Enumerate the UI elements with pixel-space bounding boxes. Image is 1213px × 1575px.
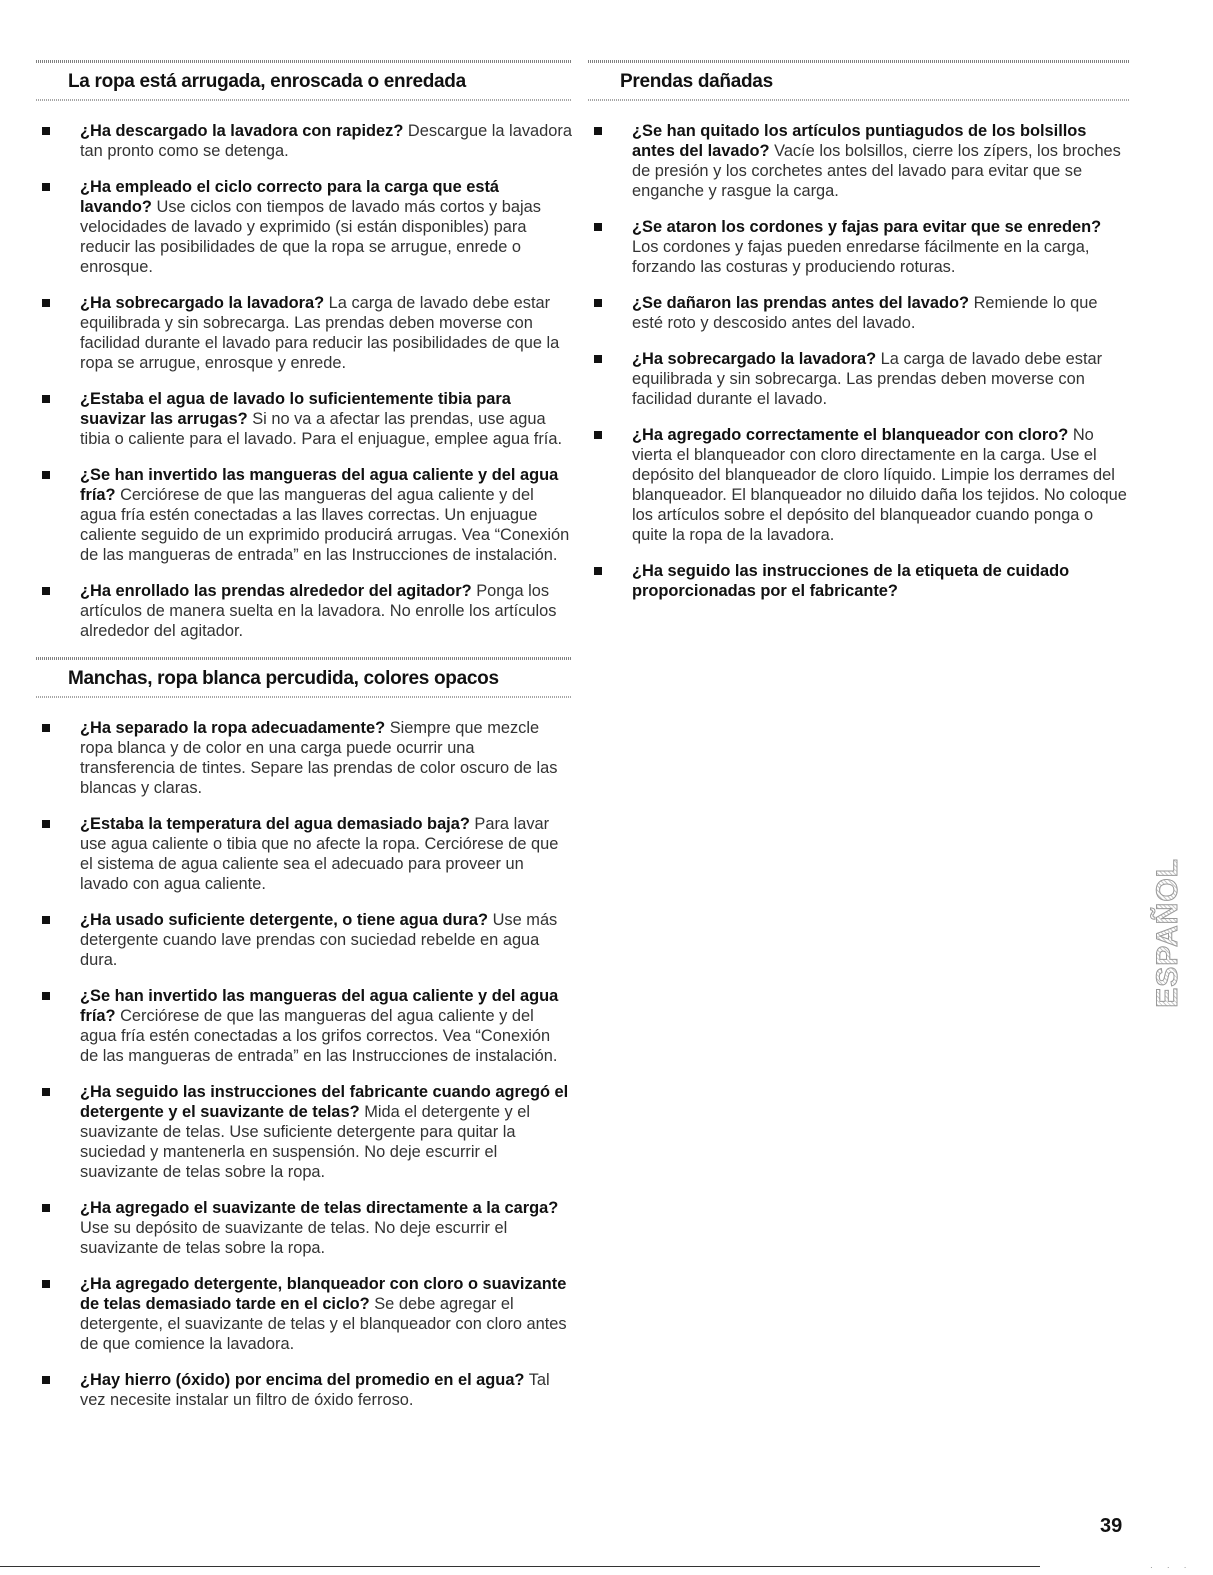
section-rule-bottom	[36, 696, 572, 698]
item-question: ¿Ha seguido las instrucciones de la etiqueta de cuidado proporcionadas por el fabricante?	[632, 562, 1070, 600]
language-side-tab	[1150, 812, 1186, 1054]
item-answer: Se debe agregar el detergente, el suavizante de telas y el blanqueador con cloro antes de que comience la lavadora.	[80, 1295, 567, 1353]
list-item	[36, 1370, 572, 1410]
item-answer: Siempre que mezcle ropa blanca y de color en una carga puede ocurrir una transferencia de tintes. Separe las prendas de color oscuro de las blancas y claras.	[80, 719, 558, 797]
section-title-stains: Manchas, ropa blanca percudida, colores opacos	[68, 668, 499, 689]
square-bullet-icon	[42, 724, 50, 732]
square-bullet-icon	[42, 471, 50, 479]
list-item	[588, 217, 1130, 277]
square-bullet-icon	[42, 1376, 50, 1384]
item-answer: Tal vez necesite instalar un filtro de óxido ferroso.	[80, 1371, 550, 1409]
section-rule-top	[588, 60, 1130, 63]
section-title-wrinkled: La ropa está arrugada, enroscada o enredada	[68, 71, 466, 92]
square-bullet-icon	[594, 355, 602, 363]
list-item	[588, 121, 1130, 201]
square-bullet-icon	[42, 820, 50, 828]
damaged-list	[588, 121, 1130, 601]
item-answer: Ponga los artículos de manera suelta en la lavadora. No enrolle los artículos alrededor del agitador.	[80, 582, 557, 640]
item-answer: Para lavar use agua caliente o tibia que no afecte la ropa. Cerciórese de que el sistema de agua caliente sea el adecuado para proveer un lavado con agua caliente.	[80, 815, 559, 893]
item-question: ¿Hay hierro (óxido) por encima del promedio en el agua?	[80, 1371, 525, 1389]
item-question: ¿Ha descargado la lavadora con rapidez?	[80, 122, 404, 140]
language-tab-label: ESPAÑOL	[1151, 858, 1184, 1008]
list-item	[588, 561, 1130, 601]
item-answer: Cerciórese de que las mangueras del agua caliente y del agua fría estén conectadas a las llaves correctas. Un enjuague caliente seguido de un exprimido producirá arrugas. Vea “Conexión de las mangueras de entrada” en las Instrucciones de instalación.	[80, 486, 570, 564]
item-answer: No vierta el blanqueador con cloro directamente en la carga. Use el depósito del blanqueador de cloro líquido. Limpie los derrames del blanqueador. El blanqueador no diluido daña los tejidos. No coloque los artículos sobre el depósito del blanqueador cuando ponga o quite la ropa de la lavadora.	[632, 426, 1127, 544]
item-question: ¿Se han invertido las mangueras del agua caliente y del agua fría?	[80, 987, 559, 1025]
section-damaged	[588, 60, 1130, 601]
item-answer: Vacíe los bolsillos, cierre los zípers, los broches de presión y los corchetes antes del lavado para evitar que se enganche y rasgue la carga.	[632, 142, 1121, 200]
right-column	[588, 60, 1130, 617]
item-answer: La carga de lavado debe estar equilibrada y sin sobrecarga. Las prendas deben moverse con facilidad durante el lavado.	[632, 350, 1103, 408]
section-stains	[36, 657, 572, 1410]
item-question: ¿Ha empleado el ciclo correcto para la carga que está lavando?	[80, 178, 500, 216]
item-question: ¿Ha agregado correctamente el blanqueador con cloro?	[632, 426, 1069, 444]
section-rule-bottom	[36, 99, 572, 101]
item-question: ¿Ha agregado el suavizante de telas directamente a la carga?	[80, 1199, 559, 1217]
item-question: ¿Ha seguido las instrucciones del fabricante cuando agregó el detergente y el suavizante de telas?	[80, 1083, 569, 1121]
section-title-damaged: Prendas dañadas	[620, 71, 773, 92]
item-answer: Los cordones y fajas pueden enredarse fácilmente en la carga, forzando las costuras y produciendo roturas.	[632, 238, 1090, 276]
list-item	[36, 581, 572, 641]
square-bullet-icon	[42, 299, 50, 307]
page-number: 39	[1100, 1515, 1123, 1537]
section-rule-top	[36, 657, 572, 660]
item-question: ¿Se han invertido las mangueras del agua caliente y del agua fría?	[80, 466, 559, 504]
item-question: ¿Ha usado suficiente detergente, o tiene agua dura?	[80, 911, 489, 929]
list-item	[36, 293, 572, 373]
item-question: ¿Estaba el agua de lavado lo suficientemente tibia para suavizar las arrugas?	[80, 390, 511, 428]
square-bullet-icon	[42, 916, 50, 924]
footer-rule	[0, 1566, 1040, 1567]
list-item	[36, 718, 572, 798]
left-column	[36, 60, 572, 1426]
list-item	[36, 910, 572, 970]
list-item	[36, 389, 572, 449]
section-wrinkled	[36, 60, 572, 641]
item-answer: La carga de lavado debe estar equilibrada y sin sobrecarga. Las prendas deben moverse con facilidad durante el lavado para reducir las posibilidades de que la ropa se arrugue, enrosque y enrede.	[80, 294, 560, 372]
list-item	[36, 1198, 572, 1258]
list-item	[36, 121, 572, 161]
square-bullet-icon	[594, 127, 602, 135]
stains-list	[36, 718, 572, 1410]
item-answer: Use ciclos con tiempos de lavado más cortos y bajas velocidades de lavado y exprimido (si están disponibles) para reducir las posibilidades de que la ropa se arrugue, enrede o enrosque.	[80, 198, 541, 276]
item-question: ¿Se dañaron las prendas antes del lavado?	[632, 294, 970, 312]
square-bullet-icon	[594, 299, 602, 307]
square-bullet-icon	[42, 183, 50, 191]
square-bullet-icon	[594, 431, 602, 439]
list-item	[588, 349, 1130, 409]
list-item	[36, 986, 572, 1066]
item-question: ¿Ha enrollado las prendas alrededor del agitador?	[80, 582, 472, 600]
item-question: ¿Se han quitado los artículos puntiagudos de los bolsillos antes del lavado?	[632, 122, 1087, 160]
wrinkled-list	[36, 121, 572, 641]
item-question: ¿Se ataron los cordones y fajas para evitar que se enreden?	[632, 218, 1102, 236]
item-question: ¿Ha sobrecargado la lavadora?	[632, 350, 877, 368]
item-answer: Use más detergente cuando lave prendas con suciedad rebelde en agua dura.	[80, 911, 558, 969]
section-rule-top	[36, 60, 572, 63]
item-answer: Remiende lo que esté roto y descosido antes del lavado.	[632, 294, 1098, 332]
square-bullet-icon	[42, 992, 50, 1000]
item-answer: Mida el detergente y el suavizante de telas. Use suficiente detergente para quitar la suciedad y mantenerla en suspensión. No deje escurrir el suavizante de telas sobre la ropa.	[80, 1103, 531, 1181]
item-answer: Descargue la lavadora tan pronto como se detenga.	[80, 122, 572, 160]
square-bullet-icon	[42, 1280, 50, 1288]
section-rule-bottom	[588, 99, 1130, 101]
item-answer: Si no va a afectar las prendas, use agua tibia o caliente para el lavado. Para el enjuague, emplee agua fría.	[80, 410, 563, 448]
item-question: ¿Estaba la temperatura del agua demasiado baja?	[80, 815, 470, 833]
square-bullet-icon	[594, 567, 602, 575]
list-item	[36, 177, 572, 277]
square-bullet-icon	[42, 127, 50, 135]
item-question: ¿Ha agregado detergente, blanqueador con cloro o suavizante de telas demasiado tarde en el ciclo?	[80, 1275, 567, 1313]
square-bullet-icon	[42, 1088, 50, 1096]
list-item	[36, 465, 572, 565]
list-item	[36, 1274, 572, 1354]
square-bullet-icon	[42, 1204, 50, 1212]
item-question: ¿Ha sobrecargado la lavadora?	[80, 294, 325, 312]
list-item	[36, 814, 572, 894]
list-item	[36, 1082, 572, 1182]
square-bullet-icon	[42, 395, 50, 403]
square-bullet-icon	[594, 223, 602, 231]
item-answer: Use su depósito de suavizante de telas. No deje escurrir el suavizante de telas sobre la ropa.	[80, 1219, 508, 1257]
list-item	[588, 425, 1130, 545]
square-bullet-icon	[42, 587, 50, 595]
footer-registration-marks: · · ·	[1150, 1563, 1193, 1572]
list-item	[588, 293, 1130, 333]
item-answer: Cerciórese de que las mangueras del agua caliente y del agua fría estén conectadas a los grifos correctos. Vea “Conexión de las mangueras de entrada” en las Instrucciones de instalación.	[80, 1007, 558, 1065]
item-question: ¿Ha separado la ropa adecuadamente?	[80, 719, 386, 737]
